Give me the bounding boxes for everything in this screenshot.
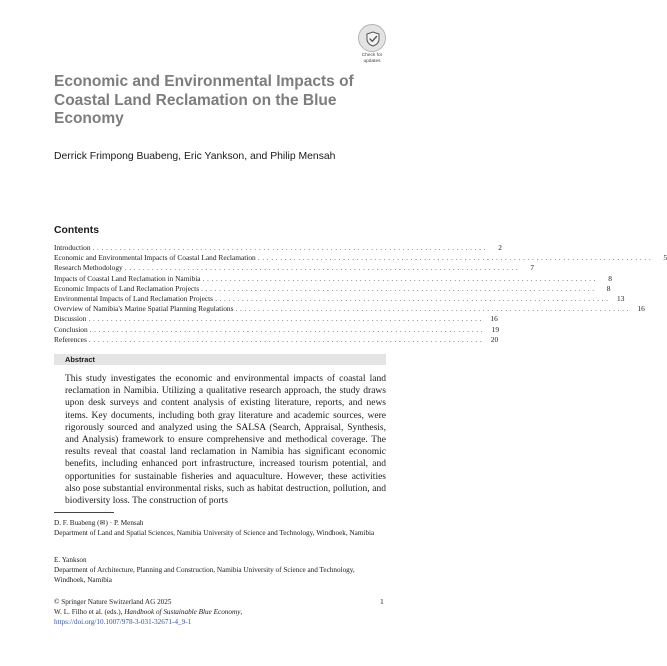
footnote-divider bbox=[54, 512, 114, 513]
toc-entry-page: 7 bbox=[530, 263, 535, 273]
toc-dot-leader: . . . . . . . . . . . . . . . . . . . . . . . . . . . . . . . . . . . . . . . . . . . . . . . . . . . . . . . . . . . . . . . . . . . . . . . . . . . . . . . . . . . . . . . . bbox=[88, 334, 483, 344]
toc-entry-title: Impacts of Coastal Land Reclamation in Namibia bbox=[54, 273, 201, 283]
toc-entry-page: 2 bbox=[498, 243, 502, 252]
footnote-affiliation-1 bbox=[54, 518, 386, 538]
toc-dot-leader: . . . . . . . . . . . . . . . . . . . . . . . . . . . . . . . . . . . . . . . . . . . . . . . . . . . . . . . . . . . . . . . . . . . . . . . . . . . . . . . . . . . . . . . . bbox=[92, 243, 486, 252]
chapter-authors: Derrick Frimpong Buabeng, Eric Yankson, and Philip Mensah bbox=[54, 151, 336, 162]
toc-entry-references[interactable] bbox=[54, 334, 499, 345]
toc-entry-title: Environmental Impacts of Land Reclamation Projects bbox=[54, 293, 214, 303]
toc-dot-leader: . . . . . . . . . . . . . . . . . . . . . . . . . . . . . . . . . . . . . . . . . . . . . . . . . . . . . . . . . . . . . . . . . . . . . . . . . . . . . . . . . . . . . . . . bbox=[124, 263, 519, 273]
toc-dot-leader: . . . . . . . . . . . . . . . . . . . . . . . . . . . . . . . . . . . . . . . . . . . . . . . . . . . . . . . . . . . . . . . . . . . . . . . . . . . . . . . . . . . . . . . . bbox=[257, 253, 652, 263]
check-for-updates-icon bbox=[358, 24, 386, 52]
footnote-affiliation-text: Department of Architecture, Planning and Construction, Namibia University of Science and Technology, Windhoek, Namibia bbox=[54, 566, 355, 584]
toc-entry-page: 5 bbox=[663, 253, 667, 263]
page-number: 1 bbox=[380, 597, 384, 606]
abstract-label: Abstract bbox=[65, 355, 95, 364]
toc-entry-title: Economic and Environmental Impacts of Coastal Land Reclamation bbox=[54, 253, 256, 263]
toc-entry-title: Research Methodology bbox=[54, 263, 123, 273]
toc-entry-page: 8 bbox=[608, 273, 612, 283]
toc-entry-title: Introduction bbox=[54, 243, 91, 252]
toc-entry-introduction[interactable] bbox=[54, 243, 502, 253]
chapter-title: Economic and Environmental Impacts of Coastal Land Reclamation on the Blue Economy bbox=[54, 73, 354, 128]
toc-entry-page: 19 bbox=[491, 324, 500, 334]
toc-entry-title: Overview of Namibia's Marine Spatial Planning Regulations bbox=[54, 304, 234, 314]
doi-line bbox=[54, 617, 386, 627]
toc-dot-leader: . . . . . . . . . . . . . . . . . . . . . . . . . . . . . . . . . . . . . . . . . . . . . . . . . . . . . . . . . . . . . . . . . . . . . . . . . . . . . . . . . . . . . . . . bbox=[89, 324, 484, 334]
toc-entry-title: Discussion bbox=[54, 314, 87, 324]
toc-entry-economic-impacts[interactable] bbox=[54, 283, 611, 294]
toc-entry-discussion[interactable] bbox=[54, 314, 498, 324]
footnote-author-names: D. F. Buabeng (✉) · P. Mensah bbox=[54, 519, 144, 527]
footnote-affiliation-text: Department of Land and Spatial Sciences, Namibia University of Science and Technology, Windhoek, Namibia bbox=[54, 529, 375, 537]
toc-entry-conclusion[interactable] bbox=[54, 324, 500, 335]
toc-dot-leader: . . . . . . . . . . . . . . . . . . . . . . . . . . . . . . . . . . . . . . . . . . . . . . . . . . . . . . . . . . . . . . . . . . . . . . . . . . . . . . . . . . . . . . . . bbox=[215, 293, 609, 303]
toc-entry-title: References bbox=[54, 334, 87, 344]
toc-entry-page: 13 bbox=[617, 293, 625, 303]
contents-heading: Contents bbox=[54, 225, 100, 236]
check-for-updates-badge[interactable] bbox=[356, 24, 388, 66]
toc-entry-title: Economic Impacts of Land Reclamation Projects bbox=[54, 283, 200, 293]
copyright-line: © Springer Nature Switzerland AG 2025 bbox=[54, 598, 172, 606]
toc-entry-page: 20 bbox=[490, 334, 499, 344]
toc-entry-page: 16 bbox=[637, 304, 645, 314]
toc-dot-leader: . . . . . . . . . . . . . . . . . . . . . . . . . . . . . . . . . . . . . . . . . . . . . . . . . . . . . . . . . . . . . . . . . . . . . . . . . . . . . . . . . . . . . . . . bbox=[202, 273, 596, 283]
citation-authors: W. L. Filho et al. (eds.), bbox=[54, 608, 125, 616]
abstract-header-bar bbox=[54, 354, 386, 365]
check-for-updates-label: Check for updates bbox=[361, 53, 383, 64]
publication-footer bbox=[54, 597, 386, 627]
toc-entry-page: 8 bbox=[606, 283, 611, 293]
toc-entry-title: Conclusion bbox=[54, 324, 88, 334]
toc-entry-economic-environmental-impacts[interactable] bbox=[54, 253, 667, 263]
toc-entry-environmental-impacts[interactable] bbox=[54, 293, 625, 304]
toc-entry-research-methodology[interactable] bbox=[54, 263, 535, 273]
footnote-author-names: E. Yankson bbox=[54, 556, 87, 564]
toc-dot-leader: . . . . . . . . . . . . . . . . . . . . . . . . . . . . . . . . . . . . . . . . . . . . . . . . . . . . . . . . . . . . . . . . . . . . . . . . . . . . . . . . . . . . . . . . bbox=[235, 304, 629, 314]
toc-entry-marine-spatial-planning[interactable] bbox=[54, 304, 645, 314]
citation-end: , bbox=[240, 608, 243, 616]
toc-entry-page: 16 bbox=[490, 314, 498, 324]
citation-line bbox=[54, 607, 386, 617]
toc-dot-leader: . . . . . . . . . . . . . . . . . . . . . . . . . . . . . . . . . . . . . . . . . . . . . . . . . . . . . . . . . . . . . . . . . . . . . . . . . . . . . . . . . . . . . . . . bbox=[88, 314, 482, 324]
toc-entry-impacts-namibia[interactable] bbox=[54, 273, 612, 284]
toc-dot-leader: . . . . . . . . . . . . . . . . . . . . . . . . . . . . . . . . . . . . . . . . . . . . . . . . . . . . . . . . . . . . . . . . . . . . . . . . . . . . . . . . . . . . . . . . bbox=[201, 283, 595, 293]
citation-book-title: Handbook of Sustainable Blue Economy bbox=[124, 608, 241, 616]
doi-link[interactable]: https://doi.org/10.1007/978-3-031-32671-4_9-1 bbox=[54, 618, 192, 626]
abstract-text: This study investigates the economic and environmental impacts of coastal land reclamation in Namibia. Utilizing a qualitative research approach, the study draws upon desk surveys and content analysis of existing literature, reports, and news items. Key documents, including both gray literature and academic sources, were rigorously sourced and analyzed using the SALSA (Search, Appraisal, Synthesis, and Analysis) framework to ensure comprehensive and methodical coverage. The results reveal that coastal land reclamation in Namibia has significant economic benefits, including enhanced port infrastructure, increased tourism potential, and opportunities for sustainable fisheries and aquaculture. However, these activities also pose substantial environmental risks, such as habitat destruction, pollution, and biodiversity loss. The construction of ports bbox=[65, 374, 386, 507]
table-of-contents bbox=[54, 243, 667, 345]
footnote-affiliation-2 bbox=[54, 555, 386, 585]
